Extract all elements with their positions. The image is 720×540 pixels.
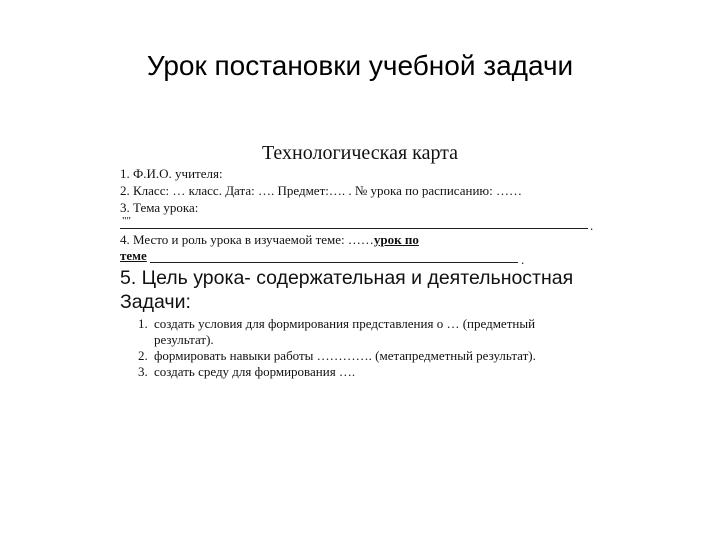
field-lesson-place [120,232,419,247]
lesson-place-end-dot: . [521,252,525,267]
tasks-heading: Задачи: [120,291,191,313]
field-lesson-topic: 3. Тема урока: [120,200,199,215]
slide-title: Урок постановки учебной задачи [146,50,574,81]
task-number: 1. [138,316,148,331]
task-number: 2. [138,348,148,363]
task-text: создать условия для формирования представления о … (предметный [154,316,536,331]
document-title: Технологическая карта [261,142,459,164]
field-teacher-name: 1. Ф.И.О. учителя: [120,166,223,181]
list-item [138,364,598,380]
lesson-place-underline [150,262,518,263]
lesson-place-label: 4. Место и роль урока в изучаемой теме: …… [120,232,374,247]
field-class-date-subject: 2. Класс: … класс. Дата: …. Предмет:…. . № урока по расписанию: …… [120,183,522,198]
topic-quotes: "" [122,215,131,227]
topic-end-dot: . [590,218,594,233]
tasks-list [138,316,598,380]
task-text: формировать навыки работы …………. (метапредметный результат). [154,348,536,363]
document-scan [120,142,600,382]
task-text: создать среду для формирования …. [154,364,356,379]
field-lesson-goal: 5. Цель урока- содержательная и деятельностная [120,267,574,289]
task-text-continuation: результат). [154,332,214,347]
topic-underline [120,228,588,229]
task-number: 3. [138,364,148,379]
list-item [138,316,598,332]
list-item [138,348,598,364]
list-item-continuation [138,332,598,348]
lesson-place-bold: урок по [373,232,419,247]
lesson-place-continuation: теме [120,248,147,263]
